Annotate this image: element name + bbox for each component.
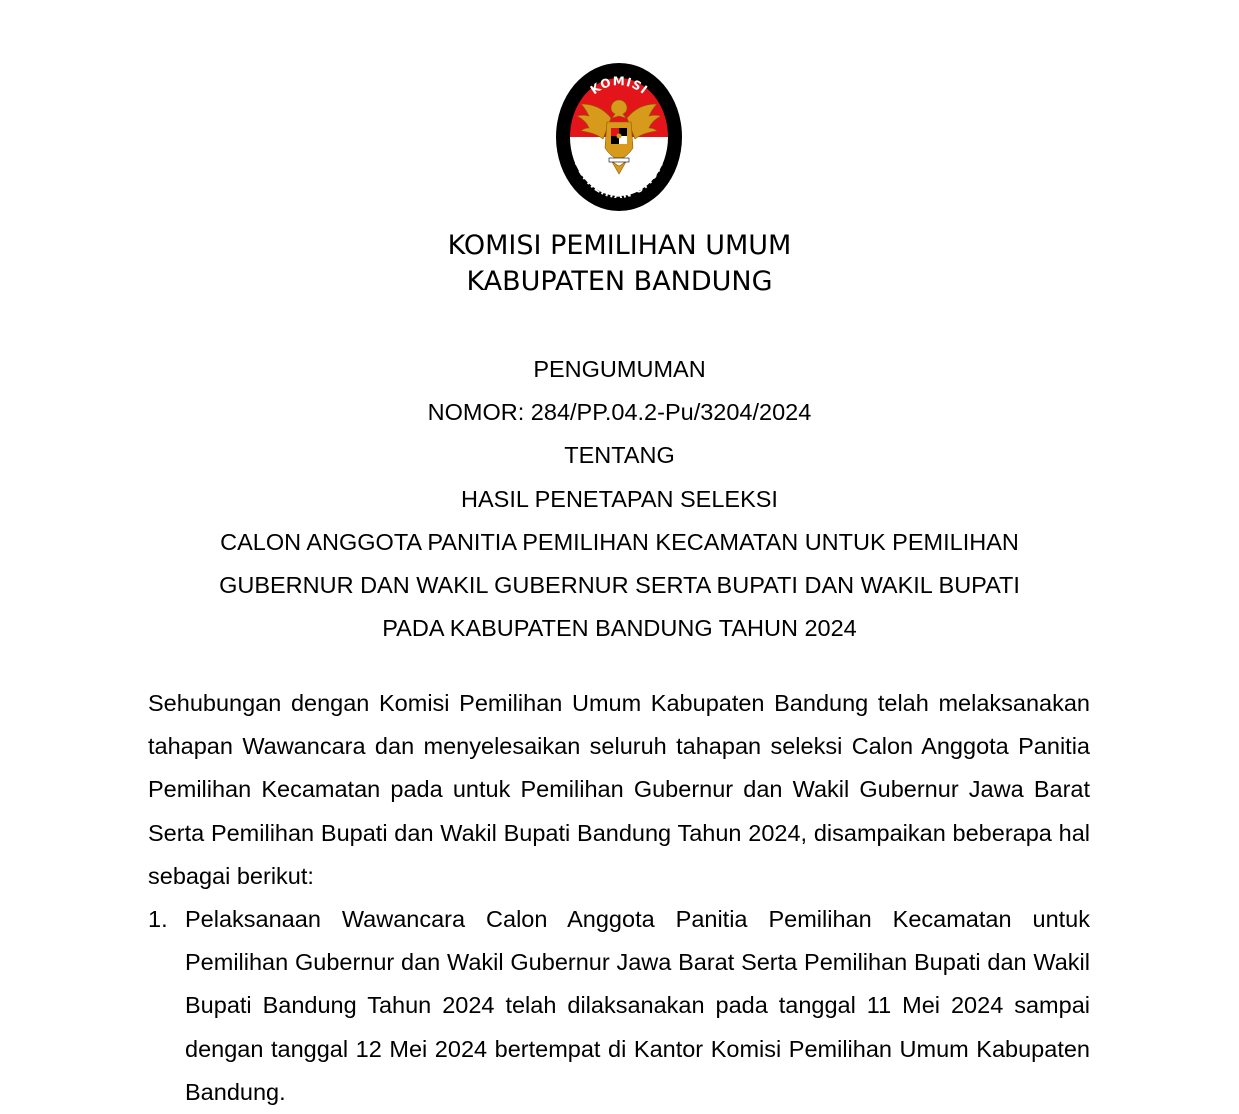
list-item-number: 1. bbox=[148, 906, 168, 933]
title-line: GUBERNUR DAN WAKIL GUBERNUR SERTA BUPATI DAN WAKIL BUPATI bbox=[219, 572, 1020, 599]
kpu-logo bbox=[555, 62, 683, 212]
title-line: TENTANG bbox=[564, 442, 675, 469]
announcement-title bbox=[0, 348, 1239, 650]
title-line: CALON ANGGOTA PANITIA PEMILIHAN KECAMATAN UNTUK PEMILIHAN bbox=[220, 528, 1019, 555]
announcement-body bbox=[148, 682, 1090, 1114]
list-item-text: Pelaksanaan Wawancara Calon Anggota Panitia Pemilihan Kecamatan untuk Pemilihan Gubernur dan Wakil Gubernur Jawa Barat Serta Pemilihan Bupati dan Wakil Bupati Bandung Tahun 2024 telah dilaksanakan pada tanggal 11 Mei 2024 sampai dengan tanggal 12 Mei 2024 bertempat di Kantor Komisi Pemilihan Umum Kabupaten Bandung. bbox=[185, 906, 1090, 1105]
title-line: HASIL PENETAPAN SELEKSI bbox=[461, 485, 778, 512]
title-line: PADA KABUPATEN BANDUNG TAHUN 2024 bbox=[382, 615, 857, 642]
numbered-list bbox=[148, 898, 1090, 1114]
logo-text-bottom: PEMILIHAN UMUM bbox=[571, 158, 667, 202]
org-line-2: KABUPATEN BANDUNG bbox=[466, 266, 773, 297]
org-line-1: KOMISI PEMILIHAN UMUM bbox=[447, 230, 792, 261]
logo-text-top: KOMISI bbox=[587, 74, 651, 98]
title-line: PENGUMUMAN bbox=[533, 356, 706, 382]
list-item bbox=[148, 898, 1090, 1114]
kpu-emblem-icon bbox=[555, 62, 683, 212]
title-line: NOMOR: 284/PP.04.2-Pu/3204/2024 bbox=[427, 399, 812, 426]
intro-paragraph: Sehubungan dengan Komisi Pemilihan Umum Kabupaten Bandung telah melaksanakan tahapan Wawancara dan menyelesaikan seluruh tahapan seleksi Calon Anggota Panitia Pemilihan Kecamatan pada untuk Pemilihan Gubernur dan Wakil Gubernur Jawa Barat Serta Pemilihan Bupati dan Wakil Bupati Bandung Tahun 2024, disampaikan beberapa hal sebagai berikut: bbox=[148, 690, 1090, 889]
organization-heading bbox=[0, 228, 1239, 300]
